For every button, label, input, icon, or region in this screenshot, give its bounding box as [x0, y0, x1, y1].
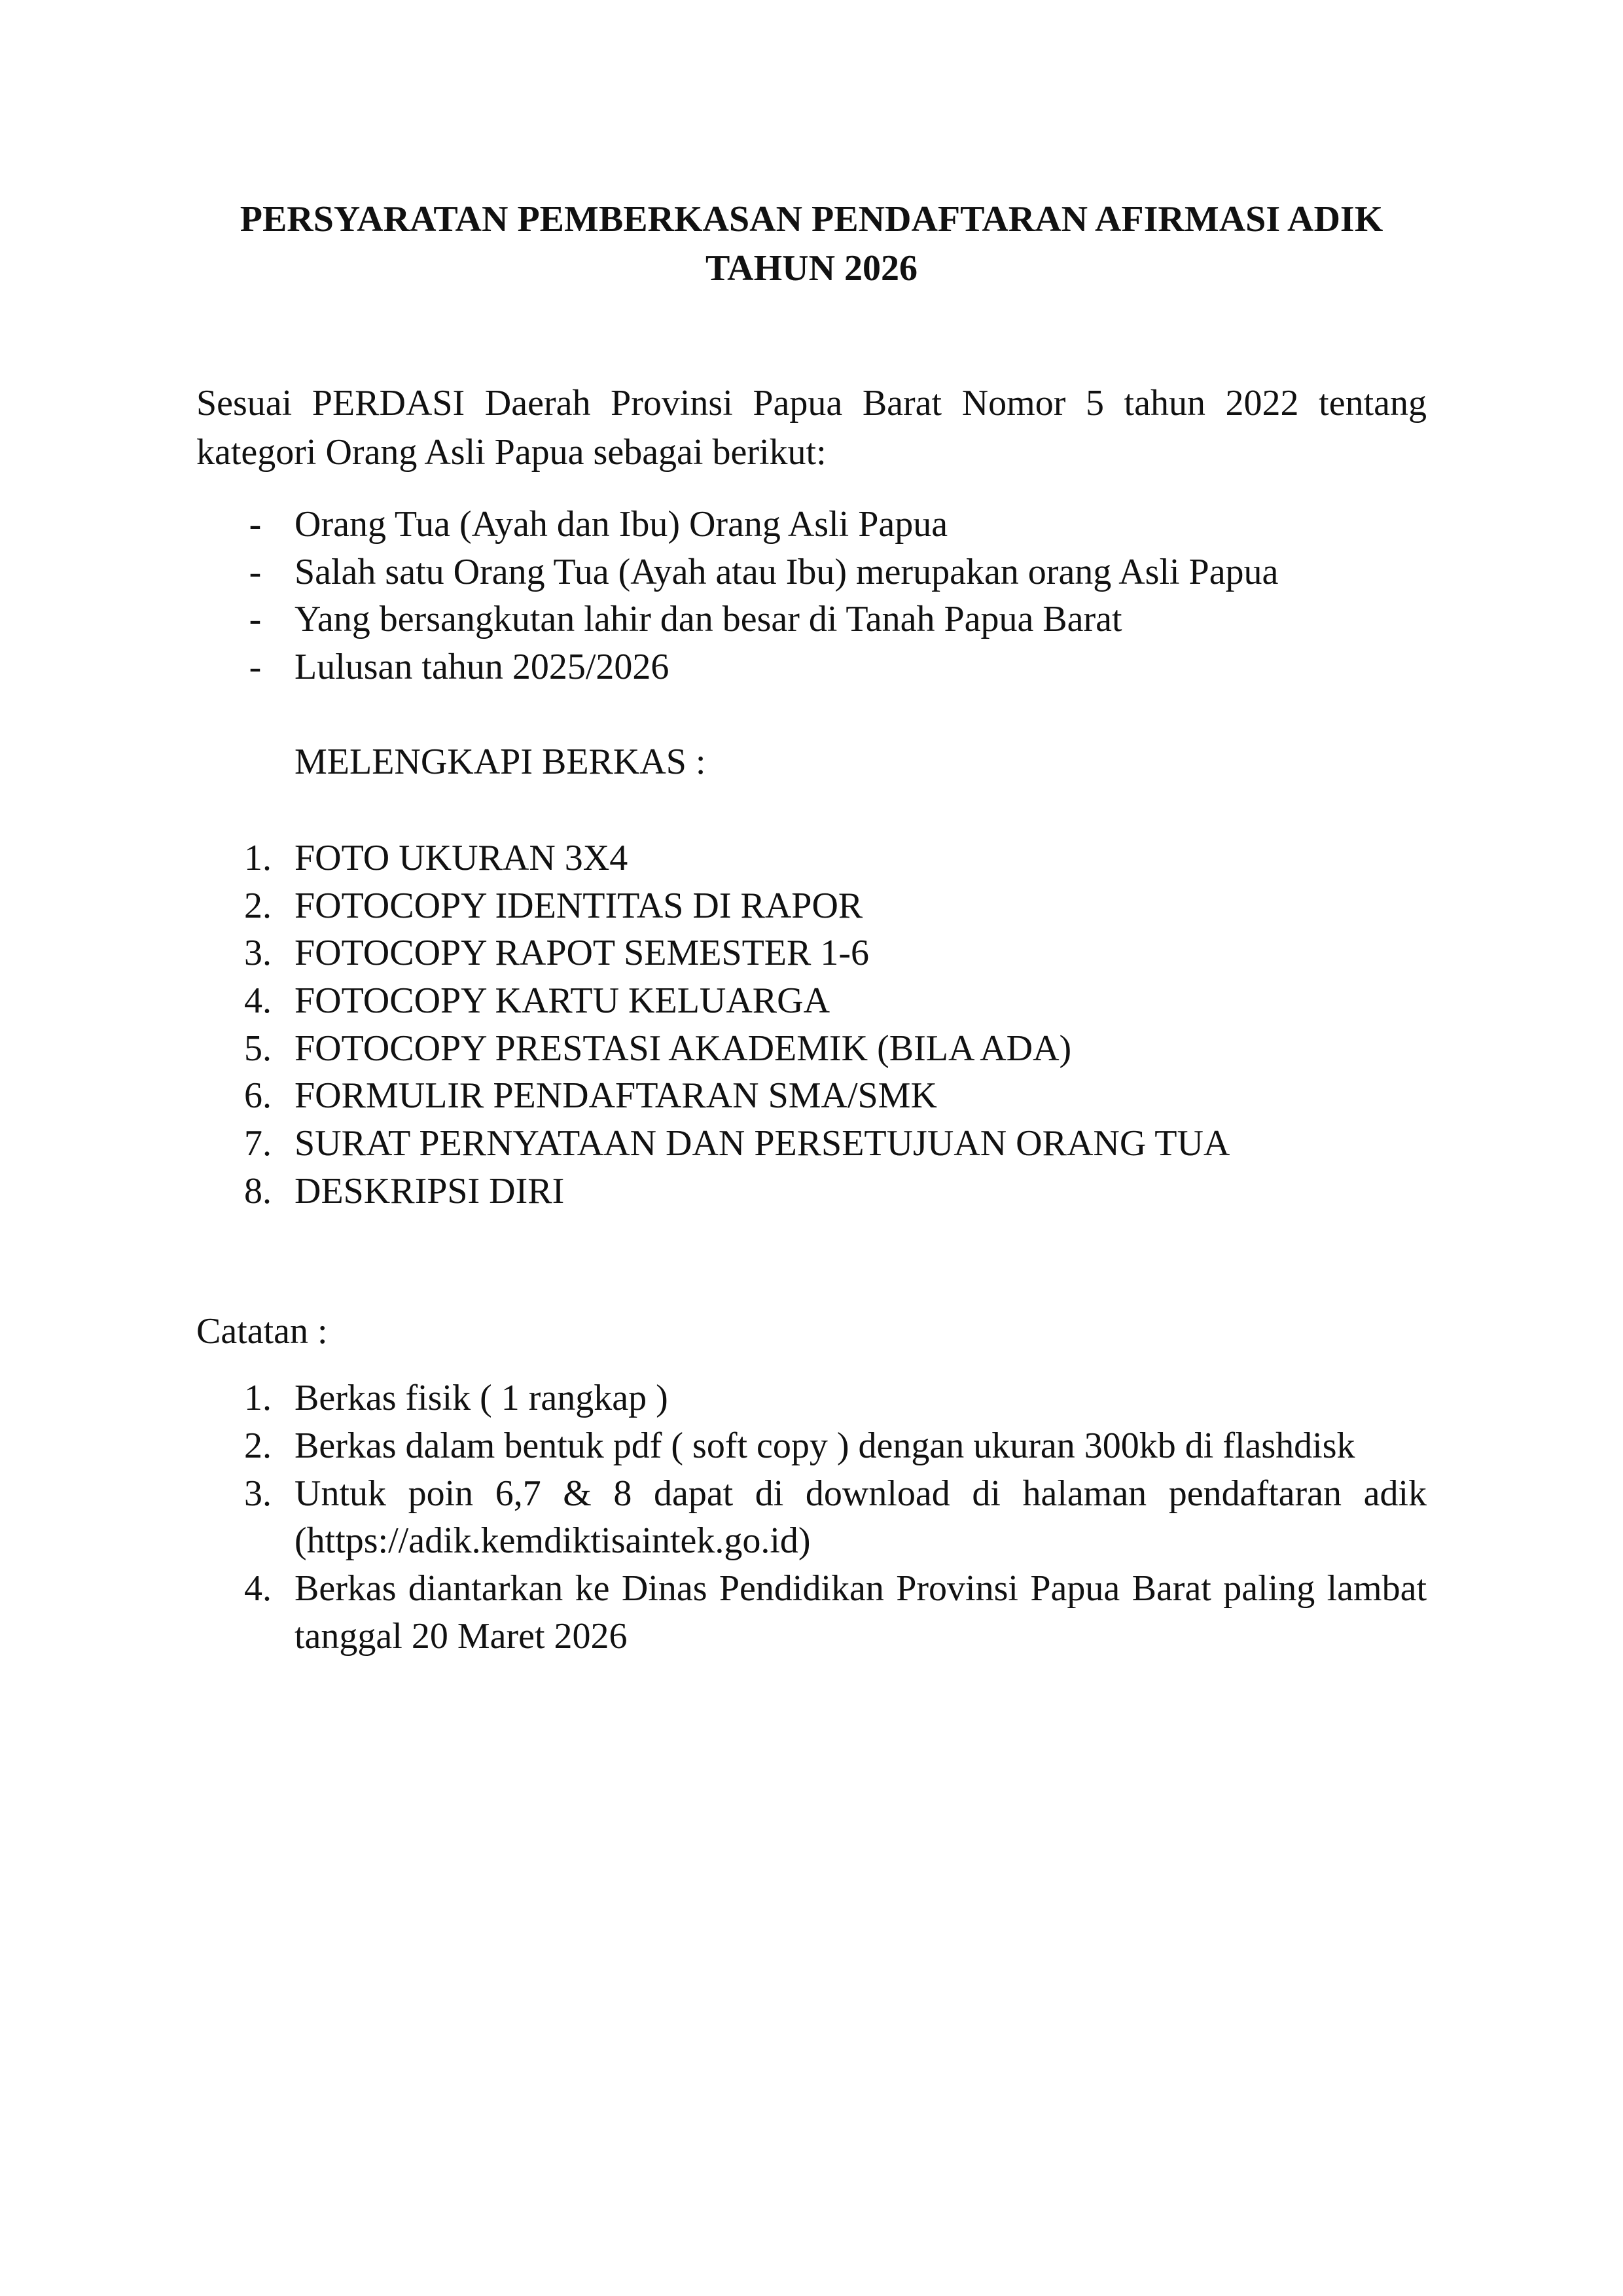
documents-item-text: FORMULIR PENDAFTARAN SMA/SMK [294, 1075, 937, 1116]
documents-item-number: 1. [244, 838, 272, 878]
notes-item-text-continued: tanggal 20 Maret 2026 [294, 1616, 628, 1657]
criteria-item-text: Yang bersangkutan lahir dan besar di Tanah Papua Barat [294, 599, 1122, 639]
notes-item-number: 4. [244, 1568, 272, 1609]
documents-item-number: 2. [244, 886, 272, 926]
documents-item-number: 8. [244, 1171, 272, 1211]
document-title-line-1: PERSYARATAN PEMBERKASAN PENDAFTARAN AFIRMASI ADIK [240, 199, 1383, 240]
notes-item-text: Berkas fisik ( 1 rangkap ) [294, 1378, 668, 1418]
documents-item-number: 3. [244, 933, 272, 973]
documents-heading: MELENGKAPI BERKAS : [294, 742, 706, 782]
notes-heading: Catatan : [196, 1311, 328, 1352]
documents-item-text: FOTO UKURAN 3X4 [294, 838, 628, 878]
document-title-line-2: TAHUN 2026 [705, 248, 918, 289]
documents-item-text: FOTOCOPY IDENTITAS DI RAPOR [294, 886, 863, 926]
notes-item-number: 1. [244, 1378, 272, 1418]
criteria-item-text: Salah satu Orang Tua (Ayah atau Ibu) merupakan orang Asli Papua [294, 552, 1279, 592]
criteria-item-text: Orang Tua (Ayah dan Ibu) Orang Asli Papua [294, 504, 948, 545]
notes-item-text: Berkas diantarkan ke Dinas Pendidikan Provinsi Papua Barat paling lambat [294, 1568, 1427, 1609]
documents-item-text: SURAT PERNYATAAN DAN PERSETUJUAN ORANG TUA [294, 1123, 1230, 1164]
notes-item-number: 3. [244, 1473, 272, 1514]
documents-item-text: DESKRIPSI DIRI [294, 1171, 565, 1211]
dash-marker: - [249, 599, 262, 639]
criteria-item-text: Lulusan tahun 2025/2026 [294, 647, 669, 687]
documents-item-number: 7. [244, 1123, 272, 1164]
notes-item-text: Untuk poin 6,7 & 8 dapat di download di halaman pendaftaran adik [294, 1473, 1427, 1514]
documents-item-number: 4. [244, 980, 272, 1021]
notes-item-text: Berkas dalam bentuk pdf ( soft copy ) dengan ukuran 300kb di flashdisk [294, 1426, 1355, 1466]
documents-item-text: FOTOCOPY KARTU KELUARGA [294, 980, 830, 1021]
intro-paragraph-line-1: Sesuai PERDASI Daerah Provinsi Papua Barat Nomor 5 tahun 2022 tentang [196, 383, 1427, 423]
documents-item-text: FOTOCOPY PRESTASI AKADEMIK (BILA ADA) [294, 1028, 1072, 1069]
notes-item-text-continued: (https://adik.kemdiktisaintek.go.id) [294, 1520, 811, 1561]
notes-item-number: 2. [244, 1426, 272, 1466]
intro-paragraph-line-2: kategori Orang Asli Papua sebagai berikut: [196, 432, 827, 473]
dash-marker: - [249, 647, 262, 687]
documents-item-number: 6. [244, 1075, 272, 1116]
documents-item-number: 5. [244, 1028, 272, 1069]
dash-marker: - [249, 552, 262, 592]
dash-marker: - [249, 504, 262, 545]
documents-item-text: FOTOCOPY RAPOT SEMESTER 1-6 [294, 933, 870, 973]
